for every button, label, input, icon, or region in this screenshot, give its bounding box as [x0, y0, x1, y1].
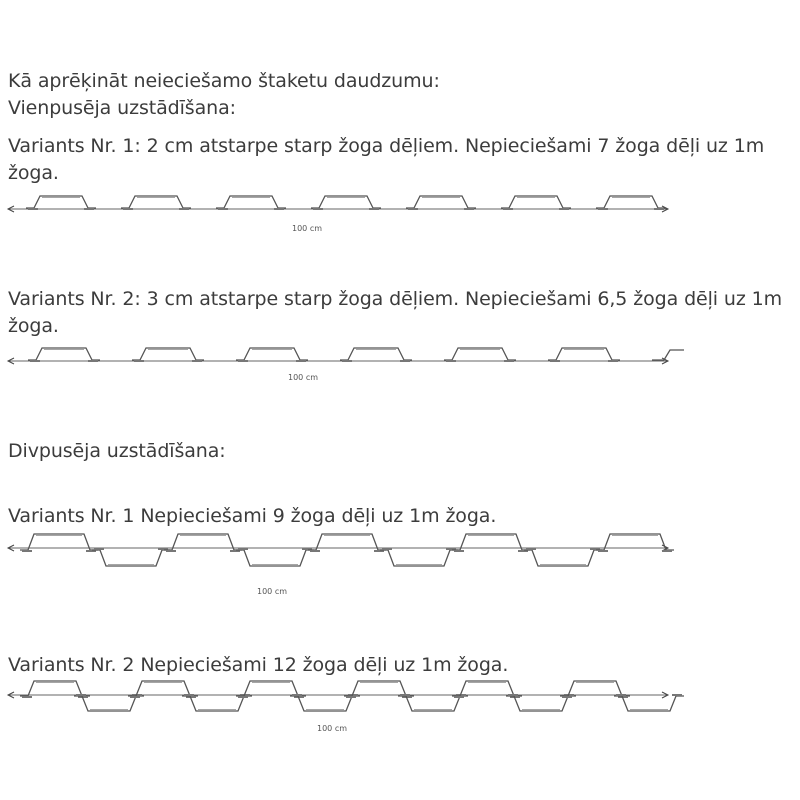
fence-board [182, 696, 252, 711]
fence-board [524, 550, 602, 566]
fence-board [128, 681, 198, 696]
two-sided-variant-2-diagram [0, 672, 800, 742]
fence-board [20, 681, 90, 696]
one-sided-variant-1-diagram [0, 188, 800, 238]
fence-board [560, 681, 630, 696]
fence-board [74, 696, 144, 711]
two-sided-variant-1-text: Variants Nr. 1 Nepieciešami 9 žoga dēļi uz 1m žoga. [8, 505, 497, 527]
fence-board [236, 550, 314, 566]
fence-profile-diagram [0, 338, 800, 388]
fence-board [344, 681, 414, 696]
section-two-sided: Divpusēja uzstādīšana: [8, 440, 226, 462]
one-sided-variant-2-text: Variants Nr. 2: 3 cm atstarpe starp žoga dēļiem. Nepieciešami 6,5 žoga dēļi uz 1m žoga. [8, 288, 783, 337]
one-sided-variant-2-diagram [0, 338, 800, 388]
two-sided-variant-1-diagram [0, 525, 800, 600]
fence-profile-diagram [0, 188, 800, 238]
dimension-label: 100 cm [288, 373, 319, 382]
dimension-label: 100 cm [292, 224, 323, 233]
fence-board [92, 550, 170, 566]
heading: Kā aprēķināt neieciešamo štaketu daudzumu: [8, 70, 440, 92]
fence-profile-diagram [0, 525, 800, 600]
fence-board [290, 696, 360, 711]
fence-board [452, 681, 522, 696]
fence-board [398, 696, 468, 711]
fence-board [236, 681, 306, 696]
fence-profile-diagram [0, 672, 800, 742]
fence-board-half [652, 350, 684, 360]
one-sided-variant-1-text: Variants Nr. 1: 2 cm atstarpe starp žoga dēļiem. Nepieciešami 7 žoga dēļi uz 1m žoga. [8, 135, 765, 184]
dimension-label: 100 cm [257, 587, 288, 596]
fence-board [506, 696, 576, 711]
section-one-sided: Vienpusēja uzstādīšana: [8, 97, 236, 119]
fence-board [380, 550, 458, 566]
dimension-label: 100 cm [317, 724, 348, 733]
fence-board [614, 696, 684, 711]
two-sided-variant-2-text: Variants Nr. 2 Nepieciešami 12 žoga dēļi uz 1m žoga. [8, 654, 509, 676]
